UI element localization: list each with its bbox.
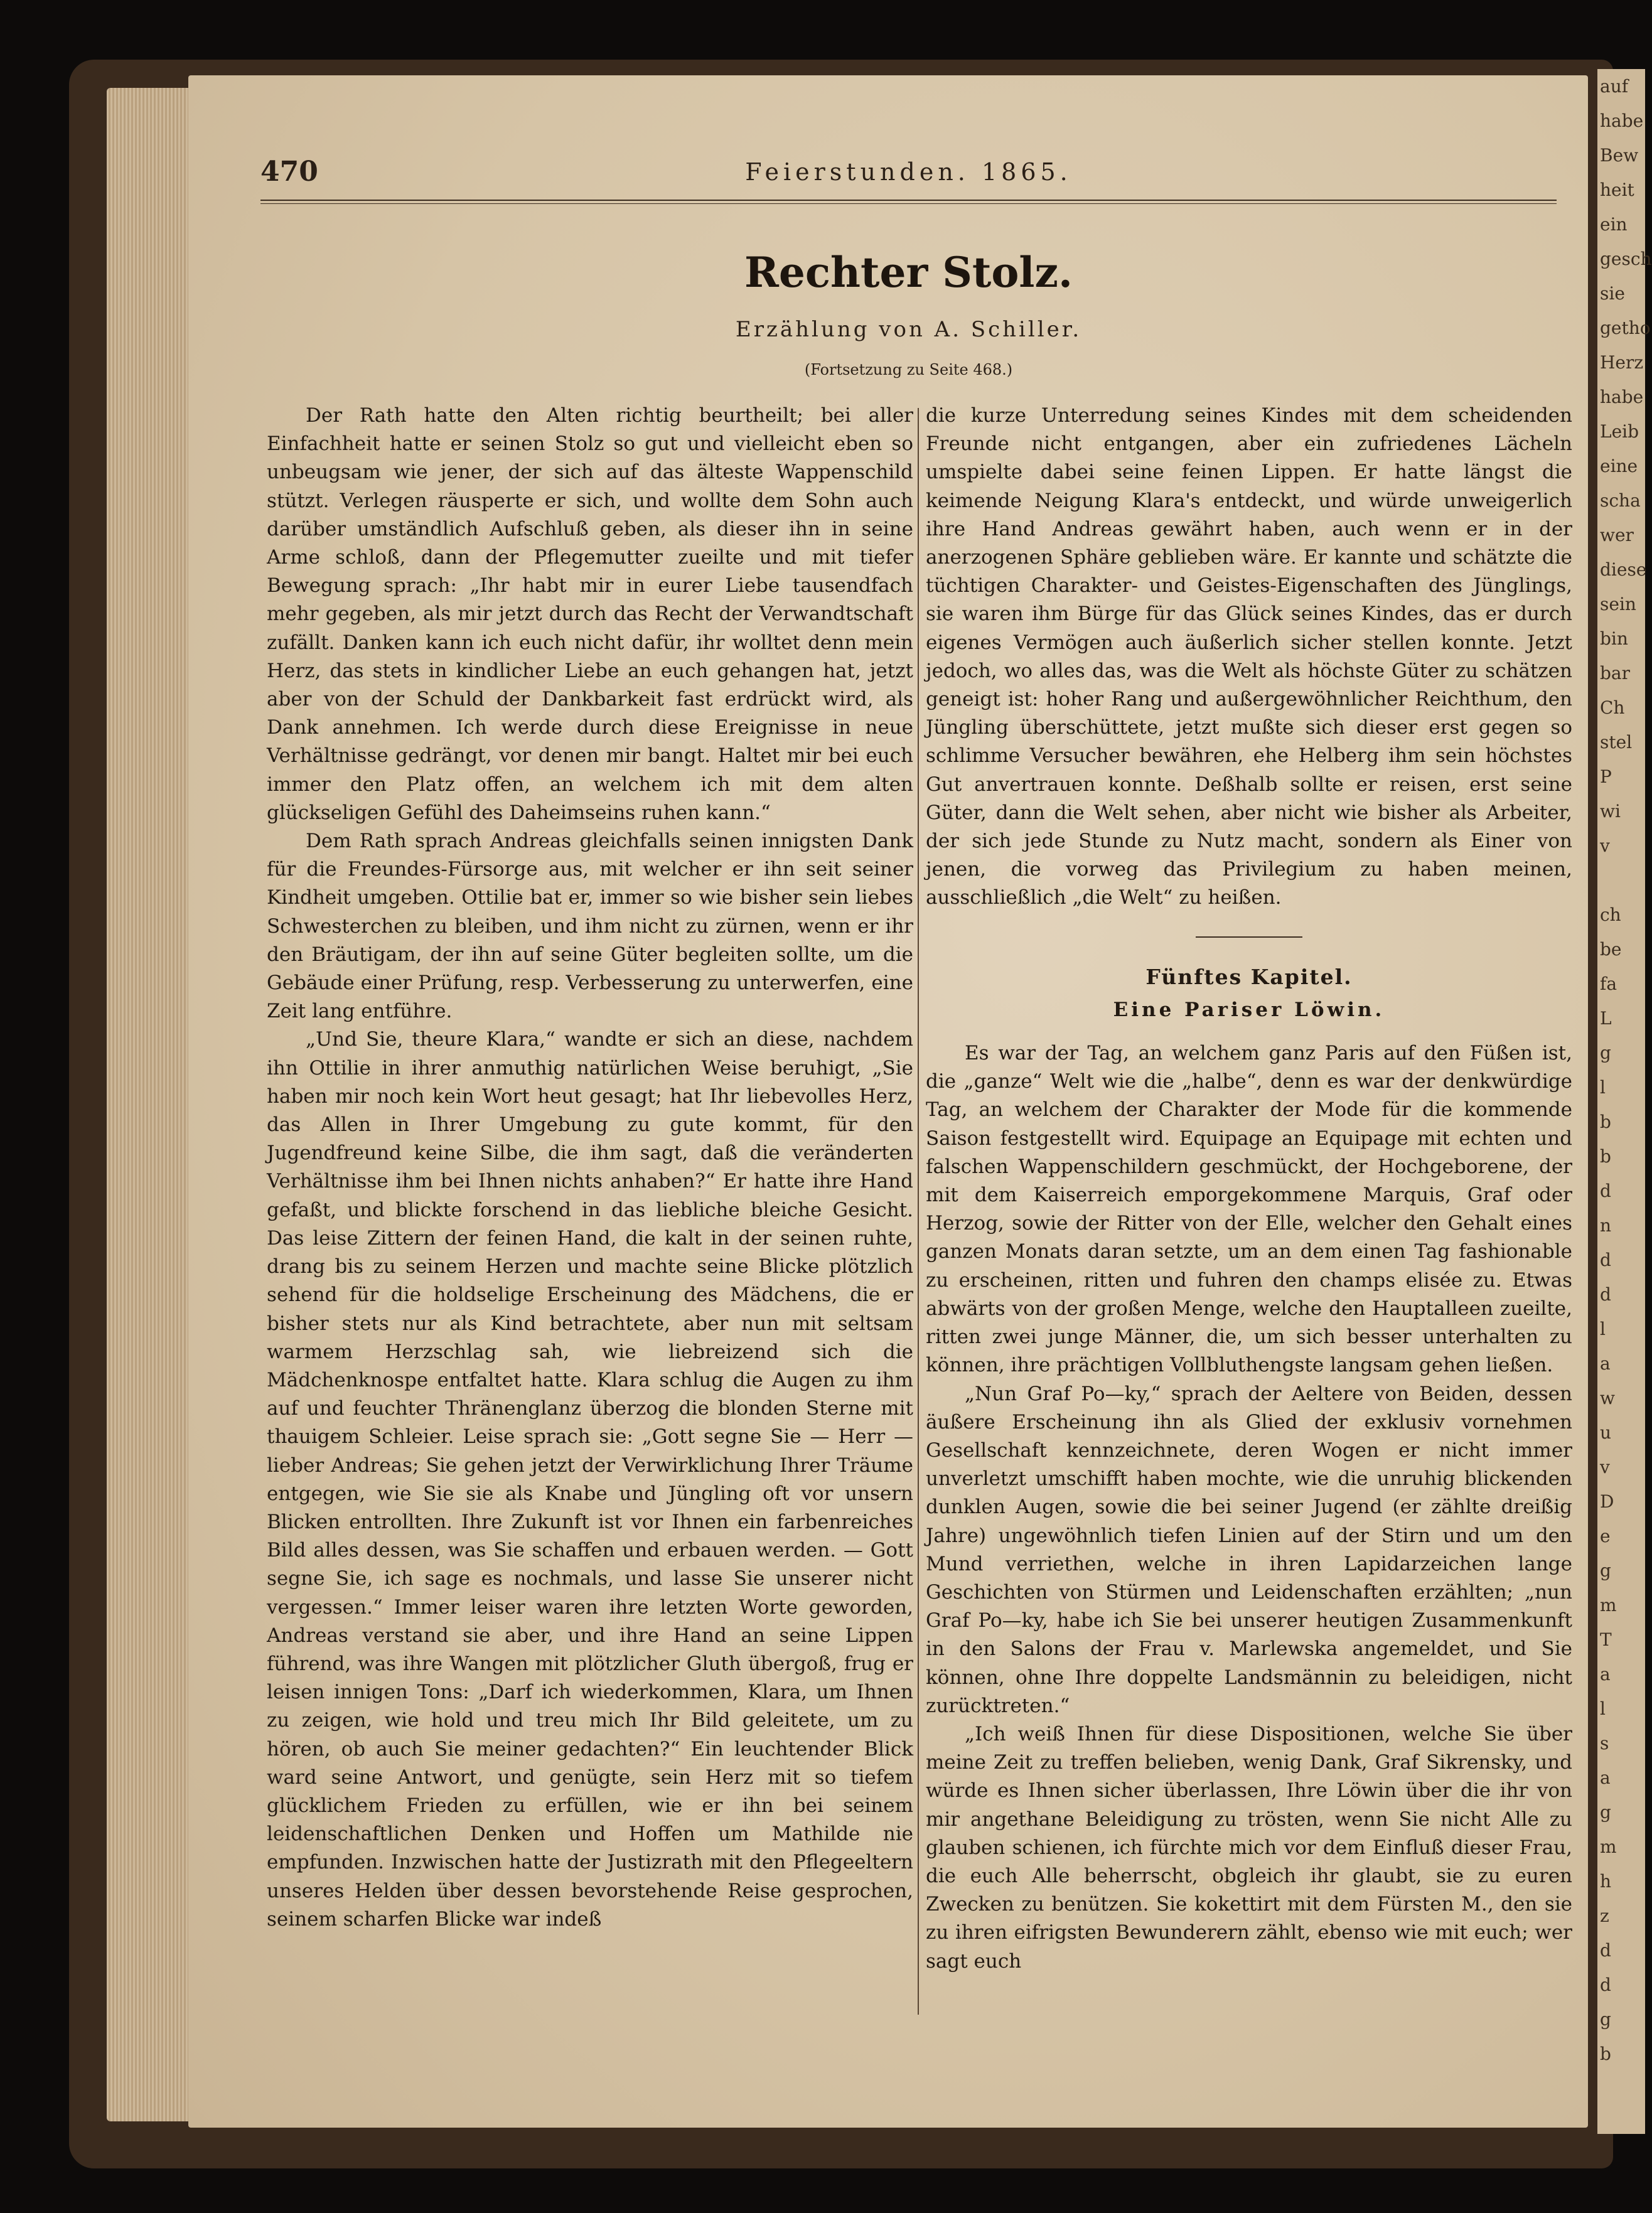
adjacent-page-fragment: Leib (1600, 421, 1639, 442)
adjacent-page-fragment: T (1600, 1629, 1612, 1650)
adjacent-page-fragment: u (1600, 1422, 1612, 1443)
adjacent-page-fragment: scha (1600, 490, 1641, 511)
adjacent-page-fragment: d (1600, 1250, 1611, 1270)
adjacent-page-fragment: ein (1600, 214, 1628, 235)
adjacent-page-fragment: b (1600, 1146, 1611, 1167)
adjacent-page-fragment: s (1600, 1733, 1609, 1754)
adjacent-page-fragment: g (1600, 1042, 1611, 1063)
chapter-subheading: Eine Pariser Löwin. (1113, 998, 1385, 1021)
adjacent-page-fragment: l (1600, 1077, 1606, 1098)
adjacent-page-fragment: w (1600, 1388, 1615, 1408)
adjacent-page-fragment: sie (1600, 283, 1625, 304)
paragraph: „Nun Graf Po—ky,“ sprach der Aeltere von Beiden, dessen äußere Erscheinung ihn als Glied der exklusiv vornehmen Gesellschaft kennzeichnete, deren Wogen er nicht immer unverletzt umschifft haben mochte, wie die unruhig blickenden dunklen Augen, sowie die bei seiner Jugend (er zählte dreißig Jahre) ungewöhnlich tiefen Linien auf der Stirn und um den Mund verriethen, welche in ihren Lapidarzeichen lange Geschichten von Stürmen und Leidenschaften erzählten; „nun Graf Po—ky, habe ich Sie bei unserer heutigen Zusammenkunft in den Salons der Frau v. Marlewska angemeldet, und Sie können, ohne Ihre doppelte Landsmännin zu beleidigen, nicht zurücktreten.“ (926, 1382, 1572, 1717)
adjacent-page-fragment: habe (1600, 387, 1644, 407)
adjacent-page-fragment: z (1600, 1905, 1609, 1926)
adjacent-page-fragment: Ch (1600, 697, 1625, 718)
adjacent-page-fragment: n (1600, 1215, 1612, 1236)
adjacent-page-fragment: v (1600, 1457, 1610, 1477)
adjacent-page-fragment: a (1600, 1767, 1611, 1788)
adjacent-page-fragment: heit (1600, 180, 1634, 200)
page-number: 470 (260, 156, 318, 188)
adjacent-page-fragment: L (1600, 1008, 1612, 1029)
adjacent-page-fragment: d (1600, 1975, 1611, 1995)
header-rule (260, 200, 1557, 204)
adjacent-page-fragment: P (1600, 766, 1612, 787)
adjacent-page-fragment: D (1600, 1491, 1614, 1512)
adjacent-page-fragment: m (1600, 1595, 1617, 1616)
adjacent-page (1597, 69, 1652, 2134)
adjacent-page-fragment: d (1600, 1940, 1611, 1961)
column-divider (918, 408, 919, 2015)
chapter-heading: Fünftes Kapitel. (1145, 964, 1353, 989)
adjacent-page-fragment (1597, 863, 1645, 898)
adjacent-page-fragment: e (1600, 1526, 1611, 1546)
adjacent-page-fragment: wi (1600, 801, 1621, 822)
left-column (267, 402, 913, 1934)
adjacent-page-fragment: b (1600, 2044, 1611, 2064)
adjacent-page-fragment: v (1600, 835, 1610, 856)
paragraph: Dem Rath sprach Andreas gleichfalls seinen innigsten Dank für die Freundes-Fürsorge aus, mit welcher er ihn seit seiner Kindheit umgeben. Ottilie bat er, immer so wie bisher sein liebes Schwesterchen zu bleiben, und ihm nicht zu zürnen, wenn er ihr den Bräutigam, der ihn auf seine Güter begleiten sollte, um die Gebäude einer Prüfung, resp. Verbesserung zu unterwerfen, eine Zeit lang entführe. (267, 830, 913, 1023)
article-byline: Erzählung von A. Schiller. (735, 317, 1082, 342)
adjacent-page-fragment: be (1600, 939, 1622, 960)
adjacent-page-fragment: bin (1600, 628, 1628, 649)
paragraph: „Und Sie, theure Klara,“ wandte er sich an diese, nachdem ihn Ottilie in ihrer anmuthig natürlichen Weise beruhigt, „Sie haben mir noch kein Wort heut gesagt; hat Ihr liebevolles Herz, das Allen in Ihrer Umgebung zu gute kommt, für den Jugendfreund keine Silbe, die ihm sagt, daß die veränderten Verhältnisse ihm bei Ihnen nichts anhaben?“ Er hatte ihre Hand gefaßt, und blickte forschend in das liebliche bleiche Gesicht. Das leise Zittern der feinen Hand, die kalt in der seinen ruhte, drang bis zu seinem Herzen und machte seine Blicke plötzlich sehend für die holdselige Erscheinung des Mädchens, die er bisher stets nur als Kind betrachtete, aber nun mit seltsam warmem Herzschlag sah, wie liebreizend sich die Mädchenknospe entfaltet hatte. Klara schlug die Augen zu ihm auf und feuchter Thränenglanz überzog die blonden Sterne mit thauigem Schleier. Leise sprach sie: „Gott segne Sie — Herr — lieber Andreas; Sie gehen jetzt der Verwirklichung Ihrer Träume entgegen, wie Sie sie als Knabe und Jüngling oft vor unsern Blicken entrollten. Ihre Zukunft ist vor Ihnen ein farbenreiches Bild alles dessen, was Sie schaffen und erbauen werden. — Gott segne Sie, ich sage es nochmals, und lasse Sie unserer nicht vergessen.“ Immer leiser waren ihre letzten Worte geworden, Andreas verstand sie aber, und ihre Hand an seine Lippen führend, was ihre Wangen mit plötzlicher Gluth übergoß, frug er leisen innigen Tons: „Darf ich wiederkommen, Klara, um Ihnen zu zeigen, wie hold und treu mich Ihr Bild geleitete, um zu hören, ob auch Sie meiner gedachten?“ Ein leuchtender Blick ward seine Antwort, und genügte, sein Herz mit so tiefem glücklichem Frieden zu erfüllen, wie er ihn bei seinem leidenschaftlichen Denken und Hoffen um Mathilde nie empfunden. Inzwischen hatte der Justizrath mit den Pflegeeltern unseres Helden über dessen bevorstehende Reise gesprochen, seinem scharfen Blicke war indeß (267, 1028, 913, 1931)
adjacent-page-fragment: fa (1600, 973, 1617, 994)
right-column (926, 402, 1572, 1976)
adjacent-page-fragment: b (1600, 1112, 1611, 1132)
adjacent-page-fragment: stel (1600, 732, 1633, 753)
paragraph: die kurze Unterredung seines Kindes mit dem scheidenden Freunde nicht entgangen, aber ein zufriedenes Lächeln umspielte dabei seine feinen Lippen. Er hatte längst die keimende Neigung Klara's entdeckt, und würde unweigerlich ihre Hand Andreas gewährt haben, auch wenn er in der anerzogenen Sphäre geblieben wäre. Er kannte und schätzte die tüchtigen Charakter- und Geistes-Eigenschaften des Jünglings, sie waren ihm Bürge für das Glück seines Kindes, das er durch eigenes Vermögen auch äußerlich sicher stellen konnte. Jetzt jedoch, wo alles das, was die Welt als höchste Güter zu schätzen geneigt ist: hoher Rang und außergewöhnlicher Reichthum, den Jüngling überschüttete, jetzt mußte sich dieser erst gegen so schlimme Versucher bewähren, ehe Helberg ihm sein höchstes Gut anvertrauen konnte. Deßhalb sollte er reisen, erst seine Güter, dann die Welt sehen, aber nicht wie bisher als Arbeiter, der sich jede Stunde zu Nutz macht, sondern als Einer von jenen, die vorweg das Privilegium zu haben meinen, ausschließlich „die Welt“ zu heißen. (926, 404, 1572, 909)
running-title: Feierstunden. 1865. (745, 158, 1072, 186)
paragraph: Es war der Tag, an welchem ganz Paris auf den Füßen ist, die „ganze“ Welt wie die „halbe“, denn es war der denkwürdige Tag, an welchem der Charakter der Mode für die kommende Saison festgestellt wird. Equipage an Equipage mit echten und falschen Wappenschildern geschmückt, der Hochgeborene, der mit dem Kaiserreich emporgekommene Marquis, Graf oder Herzog, sowie der Ritter von der Elle, welcher den Gehalt eines ganzen Monats daran setzte, um an dem einen Tag fashionable zu erscheinen, ritten und fuhren den champs elisée zu. Etwas abwärts von der großen Menge, welche den Hauptalleen zueilte, ritten zwei junge Männer, die, um sich besser unterhalten zu können, ihre prächtigen Vollbluthengste langsam gehen ließen. (926, 1042, 1572, 1377)
adjacent-page-fragment: g (1600, 1802, 1611, 1823)
adjacent-page-fragment: ch (1600, 904, 1621, 925)
adjacent-page-fragment: a (1600, 1353, 1611, 1374)
adjacent-page-fragment: sein (1600, 594, 1636, 614)
page-header (260, 151, 1557, 201)
section-rule (1196, 936, 1302, 938)
adjacent-page-fragment: h (1600, 1871, 1612, 1892)
adjacent-page-fragment: gesch (1600, 249, 1652, 269)
adjacent-page-fragment: wer (1600, 525, 1634, 545)
adjacent-page-fragment: Herz (1600, 352, 1644, 373)
adjacent-page-fragment: getho (1600, 318, 1651, 338)
adjacent-page-fragment: m (1600, 1836, 1617, 1857)
adjacent-page-fragment: l (1600, 1698, 1606, 1719)
adjacent-page-fragment: auf (1600, 76, 1629, 97)
article-title: Rechter Stolz. (744, 248, 1073, 297)
adjacent-page-fragment: diese (1600, 559, 1647, 580)
paragraph: Der Rath hatte den Alten richtig beurtheilt; bei aller Einfachheit hatte er seinen Stolz so gut und vielleicht eben so unbeugsam wie jener, der sich auf das älteste Wappenschild stützt. Verlegen räusperte er sich, und wollte dem Sohn auch darüber umständlich Aufschluß geben, als dieser ihn in seine Arme schloß, dann der Pflegemutter zueilte und mit tiefer Bewegung sprach: „Ihr habt mir in eurer Liebe tausendfach mehr gegeben, als mir jetzt durch das Recht der Verwandtschaft zufällt. Danken kann ich euch nicht dafür, ihr wolltet denn mein Herz, das stets in kindlicher Liebe an euch gehangen hat, jetzt aber von der Schuld der Dankbarkeit fast erdrückt wird, als Dank annehmen. Ich werde durch diese Ereignisse in neue Verhältnisse gedrängt, vor denen mir bangt. Haltet mir bei euch immer den Platz offen, an welchem ich mit dem alten glückseligen Gefühl des Daheimseins ruhen kann.“ (267, 404, 913, 824)
continuation-note: (Fortsetzung zu Seite 468.) (804, 361, 1013, 378)
adjacent-page-fragment: d (1600, 1284, 1611, 1305)
adjacent-page-fragment: eine (1600, 456, 1638, 476)
adjacent-page-fragment: g (1600, 2009, 1611, 2030)
adjacent-page-fragment: a (1600, 1664, 1611, 1685)
adjacent-page-fragment: g (1600, 1560, 1611, 1581)
adjacent-page-fragment: Bew (1600, 145, 1639, 166)
adjacent-page-fragment: bar (1600, 663, 1631, 683)
adjacent-page-fragment: d (1600, 1181, 1611, 1201)
adjacent-page-fragment: habe (1600, 110, 1644, 131)
adjacent-page-fragment: l (1600, 1319, 1606, 1339)
paragraph: „Ich weiß Ihnen für diese Dispositionen, welche Sie über meine Zeit zu treffen belieben, wenig Dank, Graf Sikrensky, und würde es Ihnen sicher überlassen, Ihre Löwin über die ihr von mir angethane Beleidigung zu trösten, wenn Sie nicht Alle zu glauben schienen, ich fürchte mich vor dem Einfluß dieser Frau, die euch Alle beherrscht, obgleich ihr glaubt, sie zu euren Zwecken zu benützen. Sie kokettirt mit dem Fürsten M., den sie zu ihren eifrigsten Bewunderern zählt, ebenso wie mit euch; wer sagt euch (926, 1722, 1572, 1973)
